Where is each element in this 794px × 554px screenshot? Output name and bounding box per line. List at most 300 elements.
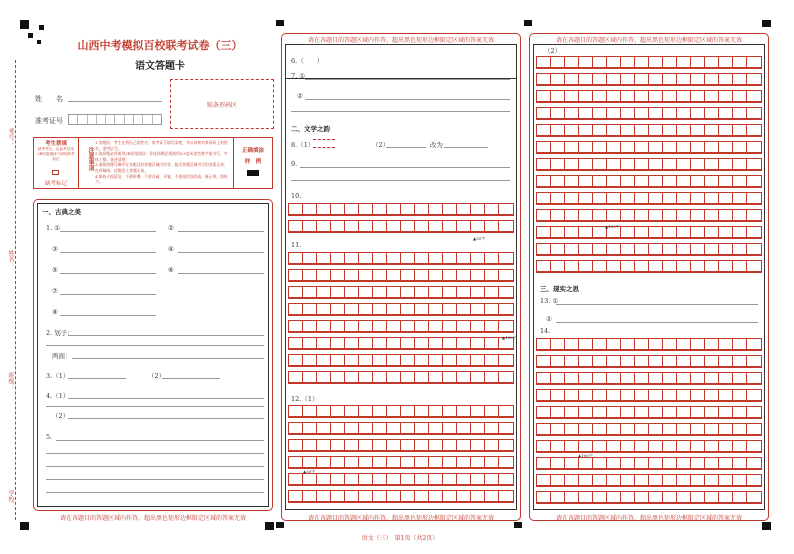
grid-cell[interactable] [401,406,415,417]
grid-cell[interactable] [663,356,677,367]
grid-cell[interactable] [331,338,345,349]
grid-cell[interactable] [499,204,513,215]
grid-cell[interactable] [691,424,705,435]
grid-cell[interactable] [649,261,663,272]
grid-cell[interactable] [635,424,649,435]
grid-cell[interactable] [691,210,705,221]
q2-blank-1[interactable] [68,335,264,336]
grid-cell[interactable] [551,458,565,469]
grid-row[interactable] [288,303,514,316]
grid-row[interactable] [288,371,514,384]
grid-cell[interactable] [691,492,705,503]
grid-cell[interactable] [457,221,471,232]
grid-cell[interactable] [677,390,691,401]
grid-row[interactable] [536,175,762,188]
grid-cell[interactable] [733,176,747,187]
grid-cell[interactable] [373,253,387,264]
grid-cell[interactable] [359,372,373,383]
grid-cell[interactable] [607,176,621,187]
grid-cell[interactable] [565,441,579,452]
grid-cell[interactable] [593,441,607,452]
grid-cell[interactable] [593,492,607,503]
grid-cell[interactable] [621,339,635,350]
grid-cell[interactable] [705,108,719,119]
grid-cell[interactable] [331,304,345,315]
grid-cell[interactable] [345,304,359,315]
grid-cell[interactable] [485,440,499,451]
grid-row[interactable] [536,107,762,120]
grid-cell[interactable] [705,424,719,435]
grid-row[interactable] [536,209,762,222]
grid-cell[interactable] [663,390,677,401]
grid-cell[interactable] [331,457,345,468]
grid-cell[interactable] [289,355,303,366]
grid-cell[interactable] [317,287,331,298]
grid-cell[interactable] [457,355,471,366]
grid-cell[interactable] [537,74,551,85]
grid-cell[interactable] [705,91,719,102]
grid-cell[interactable] [677,407,691,418]
grid-cell[interactable] [579,193,593,204]
grid-row[interactable] [536,338,762,351]
grid-cell[interactable] [289,221,303,232]
grid-cell[interactable] [457,372,471,383]
grid-cell[interactable] [485,221,499,232]
grid-cell[interactable] [429,270,443,281]
q1-blank-8[interactable] [60,315,156,316]
grid-cell[interactable] [359,304,373,315]
grid-cell[interactable] [719,193,733,204]
grid-cell[interactable] [677,458,691,469]
grid-cell[interactable] [635,91,649,102]
grid-cell[interactable] [485,287,499,298]
grid-cell[interactable] [565,261,579,272]
grid-cell[interactable] [593,176,607,187]
grid-cell[interactable] [485,204,499,215]
grid-cell[interactable] [485,355,499,366]
grid-cell[interactable] [429,423,443,434]
grid-cell[interactable] [635,373,649,384]
grid-cell[interactable] [537,91,551,102]
grid-cell[interactable] [565,193,579,204]
grid-cell[interactable] [537,57,551,68]
grid-cell[interactable] [331,253,345,264]
grid-cell[interactable] [593,356,607,367]
grid-cell[interactable] [677,57,691,68]
grid-cell[interactable] [317,321,331,332]
grid-cell[interactable] [677,244,691,255]
grid-cell[interactable] [663,108,677,119]
grid-cell[interactable] [677,176,691,187]
grid-cell[interactable] [691,373,705,384]
grid-cell[interactable] [537,108,551,119]
grid-cell[interactable] [705,407,719,418]
grid-cell[interactable] [537,339,551,350]
q5-blank-1[interactable] [56,440,264,441]
grid-cell[interactable] [747,441,761,452]
grid-cell[interactable] [649,244,663,255]
grid-cell[interactable] [565,356,579,367]
grid-cell[interactable] [537,356,551,367]
grid-cell[interactable] [733,261,747,272]
q1-blank-2[interactable] [178,231,264,232]
grid-row[interactable] [536,56,762,69]
grid-cell[interactable] [551,356,565,367]
grid-cell[interactable] [359,423,373,434]
grid-cell[interactable] [317,270,331,281]
grid-cell[interactable] [485,253,499,264]
grid-cell[interactable] [499,457,513,468]
grid-cell[interactable] [457,253,471,264]
grid-cell[interactable] [499,355,513,366]
grid-cell[interactable] [635,390,649,401]
grid-cell[interactable] [719,159,733,170]
grid-cell[interactable] [303,338,317,349]
grid-cell[interactable] [551,390,565,401]
grid-cell[interactable] [663,458,677,469]
grid-cell[interactable] [719,125,733,136]
grid-cell[interactable] [607,125,621,136]
grid-cell[interactable] [331,355,345,366]
grid-cell[interactable] [747,210,761,221]
grid-cell[interactable] [471,423,485,434]
grid-cell[interactable] [677,475,691,486]
grid-cell[interactable] [289,321,303,332]
grid-cell[interactable] [415,440,429,451]
grid-cell[interactable] [415,270,429,281]
grid-cell[interactable] [373,304,387,315]
grid-cell[interactable] [289,204,303,215]
grid-cell[interactable] [551,492,565,503]
grid-cell[interactable] [733,193,747,204]
grid-cell[interactable] [635,261,649,272]
grid-cell[interactable] [289,474,303,485]
grid-cell[interactable] [373,270,387,281]
grid-cell[interactable] [579,261,593,272]
grid-cell[interactable] [649,210,663,221]
grid-cell[interactable] [649,74,663,85]
grid-cell[interactable] [621,475,635,486]
grid-cell[interactable] [663,193,677,204]
grid-cell[interactable] [443,204,457,215]
grid-cell[interactable] [345,204,359,215]
grid-cell[interactable] [607,193,621,204]
grid-cell[interactable] [443,338,457,349]
grid-cell[interactable] [719,227,733,238]
grid-cell[interactable] [733,424,747,435]
grid-cell[interactable] [691,193,705,204]
grid-cell[interactable] [621,57,635,68]
grid-cell[interactable] [663,210,677,221]
grid-row[interactable] [288,456,514,469]
grid-cell[interactable] [499,270,513,281]
grid-cell[interactable] [443,423,457,434]
grid-cell[interactable] [401,355,415,366]
grid-cell[interactable] [331,423,345,434]
grid-cell[interactable] [415,287,429,298]
grid-cell[interactable] [747,475,761,486]
grid-cell[interactable] [537,244,551,255]
grid-cell[interactable] [331,204,345,215]
grid-cell[interactable] [733,441,747,452]
grid-cell[interactable] [579,441,593,452]
grid-cell[interactable] [443,406,457,417]
grid-cell[interactable] [635,339,649,350]
grid-cell[interactable] [747,125,761,136]
grid-cell[interactable] [677,74,691,85]
grid-cell[interactable] [747,373,761,384]
grid-cell[interactable] [303,491,317,502]
grid-cell[interactable] [621,108,635,119]
grid-cell[interactable] [649,142,663,153]
q2-blank-2[interactable] [46,345,264,346]
grid-cell[interactable] [401,204,415,215]
grid-cell[interactable] [719,407,733,418]
grid-cell[interactable] [429,221,443,232]
grid-cell[interactable] [565,74,579,85]
grid-cell[interactable] [537,210,551,221]
grid-cell[interactable] [607,356,621,367]
grid-cell[interactable] [387,457,401,468]
grid-cell[interactable] [607,492,621,503]
grid-cell[interactable] [677,91,691,102]
grid-cell[interactable] [331,491,345,502]
grid-cell[interactable] [401,440,415,451]
grid-cell[interactable] [303,204,317,215]
grid-cell[interactable] [565,458,579,469]
grid-cell[interactable] [289,287,303,298]
grid-cell[interactable] [471,287,485,298]
grid-cell[interactable] [443,355,457,366]
grid-cell[interactable] [733,475,747,486]
grid-cell[interactable] [401,304,415,315]
grid-cell[interactable] [565,57,579,68]
grid-cell[interactable] [607,210,621,221]
grid-cell[interactable] [373,204,387,215]
grid-cell[interactable] [593,373,607,384]
grid-cell[interactable] [649,125,663,136]
grid-cell[interactable] [373,440,387,451]
grid-cell[interactable] [719,244,733,255]
grid-cell[interactable] [733,91,747,102]
grid-cell[interactable] [705,441,719,452]
grid-cell[interactable] [317,338,331,349]
grid-cell[interactable] [705,227,719,238]
grid-cell[interactable] [677,108,691,119]
grid-cell[interactable] [551,244,565,255]
grid-cell[interactable] [359,491,373,502]
grid-cell[interactable] [663,475,677,486]
grid-cell[interactable] [719,91,733,102]
grid-cell[interactable] [565,210,579,221]
grid-cell[interactable] [373,321,387,332]
grid-cell[interactable] [429,355,443,366]
grid-cell[interactable] [373,406,387,417]
grid-cell[interactable] [443,491,457,502]
grid-cell[interactable] [593,407,607,418]
grid-cell[interactable] [359,270,373,281]
grid-cell[interactable] [649,339,663,350]
grid-cell[interactable] [359,204,373,215]
grid-row[interactable] [536,73,762,86]
grid-cell[interactable] [289,253,303,264]
grid-cell[interactable] [303,270,317,281]
grid-cell[interactable] [457,406,471,417]
grid-cell[interactable] [705,125,719,136]
grid-cell[interactable] [345,372,359,383]
grid-cell[interactable] [621,74,635,85]
grid-cell[interactable] [705,142,719,153]
q9-blank-2[interactable] [291,180,510,181]
grid-cell[interactable] [457,457,471,468]
grid-cell[interactable] [691,441,705,452]
grid-cell[interactable] [537,227,551,238]
grid-cell[interactable] [317,221,331,232]
grid-cell[interactable] [429,474,443,485]
grid-cell[interactable] [443,221,457,232]
grid-cell[interactable] [565,91,579,102]
grid-cell[interactable] [663,125,677,136]
grid-cell[interactable] [373,372,387,383]
grid-cell[interactable] [747,492,761,503]
grid-cell[interactable] [719,441,733,452]
grid-cell[interactable] [387,423,401,434]
grid-cell[interactable] [359,474,373,485]
grid-cell[interactable] [649,424,663,435]
grid-cell[interactable] [607,74,621,85]
grid-cell[interactable] [429,287,443,298]
grid-cell[interactable] [443,253,457,264]
grid-cell[interactable] [443,321,457,332]
grid-cell[interactable] [719,424,733,435]
grid-cell[interactable] [649,373,663,384]
grid-cell[interactable] [719,339,733,350]
grid-row[interactable] [536,243,762,256]
q8-blank-2[interactable] [444,147,488,148]
grid-row[interactable] [536,406,762,419]
absent-checkbox[interactable] [52,170,59,175]
grid-cell[interactable] [649,159,663,170]
grid-row[interactable] [536,158,762,171]
q2-blank-3[interactable] [72,358,264,359]
grid-cell[interactable] [457,338,471,349]
grid-cell[interactable] [499,474,513,485]
grid-cell[interactable] [607,407,621,418]
q7-blank-3[interactable] [291,111,510,112]
grid-cell[interactable] [677,339,691,350]
grid-cell[interactable] [565,390,579,401]
grid-cell[interactable] [551,339,565,350]
grid-row[interactable] [288,354,514,367]
grid-cell[interactable] [747,142,761,153]
grid-cell[interactable] [551,441,565,452]
grid-cell[interactable] [359,253,373,264]
grid-cell[interactable] [345,253,359,264]
grid-cell[interactable] [387,304,401,315]
grid-cell[interactable] [607,108,621,119]
grid-cell[interactable] [635,227,649,238]
grid-cell[interactable] [705,339,719,350]
grid-cell[interactable] [471,221,485,232]
grid-cell[interactable] [457,491,471,502]
grid-row[interactable] [536,260,762,273]
grid-cell[interactable] [621,193,635,204]
grid-cell[interactable] [373,287,387,298]
grid-cell[interactable] [593,458,607,469]
grid-cell[interactable] [457,204,471,215]
grid-cell[interactable] [303,474,317,485]
grid-cell[interactable] [607,142,621,153]
grid-cell[interactable] [345,338,359,349]
grid-cell[interactable] [485,423,499,434]
grid-cell[interactable] [663,227,677,238]
grid-cell[interactable] [691,176,705,187]
grid-cell[interactable] [565,244,579,255]
grid-cell[interactable] [565,108,579,119]
grid-cell[interactable] [537,458,551,469]
grid-row[interactable] [536,355,762,368]
grid-cell[interactable] [593,390,607,401]
grid-cell[interactable] [733,244,747,255]
grid-cell[interactable] [635,475,649,486]
grid-cell[interactable] [663,159,677,170]
grid-cell[interactable] [621,125,635,136]
grid-cell[interactable] [747,159,761,170]
grid-cell[interactable] [579,125,593,136]
grid-cell[interactable] [579,210,593,221]
grid-cell[interactable] [565,176,579,187]
grid-cell[interactable] [415,355,429,366]
q5-blank-4[interactable] [46,479,264,480]
grid-cell[interactable] [345,355,359,366]
grid-cell[interactable] [457,304,471,315]
grid-cell[interactable] [747,261,761,272]
grid-cell[interactable] [415,491,429,502]
grid-row[interactable] [536,372,762,385]
grid-cell[interactable] [415,457,429,468]
grid-cell[interactable] [387,321,401,332]
grid-cell[interactable] [345,406,359,417]
grid-cell[interactable] [593,424,607,435]
grid-cell[interactable] [415,406,429,417]
grid-cell[interactable] [677,441,691,452]
grid-cell[interactable] [443,440,457,451]
grid-cell[interactable] [691,57,705,68]
q13-blank-1[interactable] [556,304,758,305]
grid-cell[interactable] [537,125,551,136]
q3-blank-1[interactable] [68,378,126,379]
grid-cell[interactable] [373,491,387,502]
grid-cell[interactable] [635,356,649,367]
grid-cell[interactable] [331,474,345,485]
grid-cell[interactable] [747,193,761,204]
grid-cell[interactable] [691,91,705,102]
grid-cell[interactable] [471,321,485,332]
grid-cell[interactable] [733,142,747,153]
grid-cell[interactable] [471,474,485,485]
grid-cell[interactable] [471,406,485,417]
grid-cell[interactable] [663,261,677,272]
grid-cell[interactable] [317,440,331,451]
grid-cell[interactable] [565,407,579,418]
grid-cell[interactable] [485,304,499,315]
grid-cell[interactable] [621,356,635,367]
grid-cell[interactable] [429,338,443,349]
grid-cell[interactable] [705,261,719,272]
grid-cell[interactable] [677,210,691,221]
grid-cell[interactable] [551,407,565,418]
grid-cell[interactable] [537,193,551,204]
